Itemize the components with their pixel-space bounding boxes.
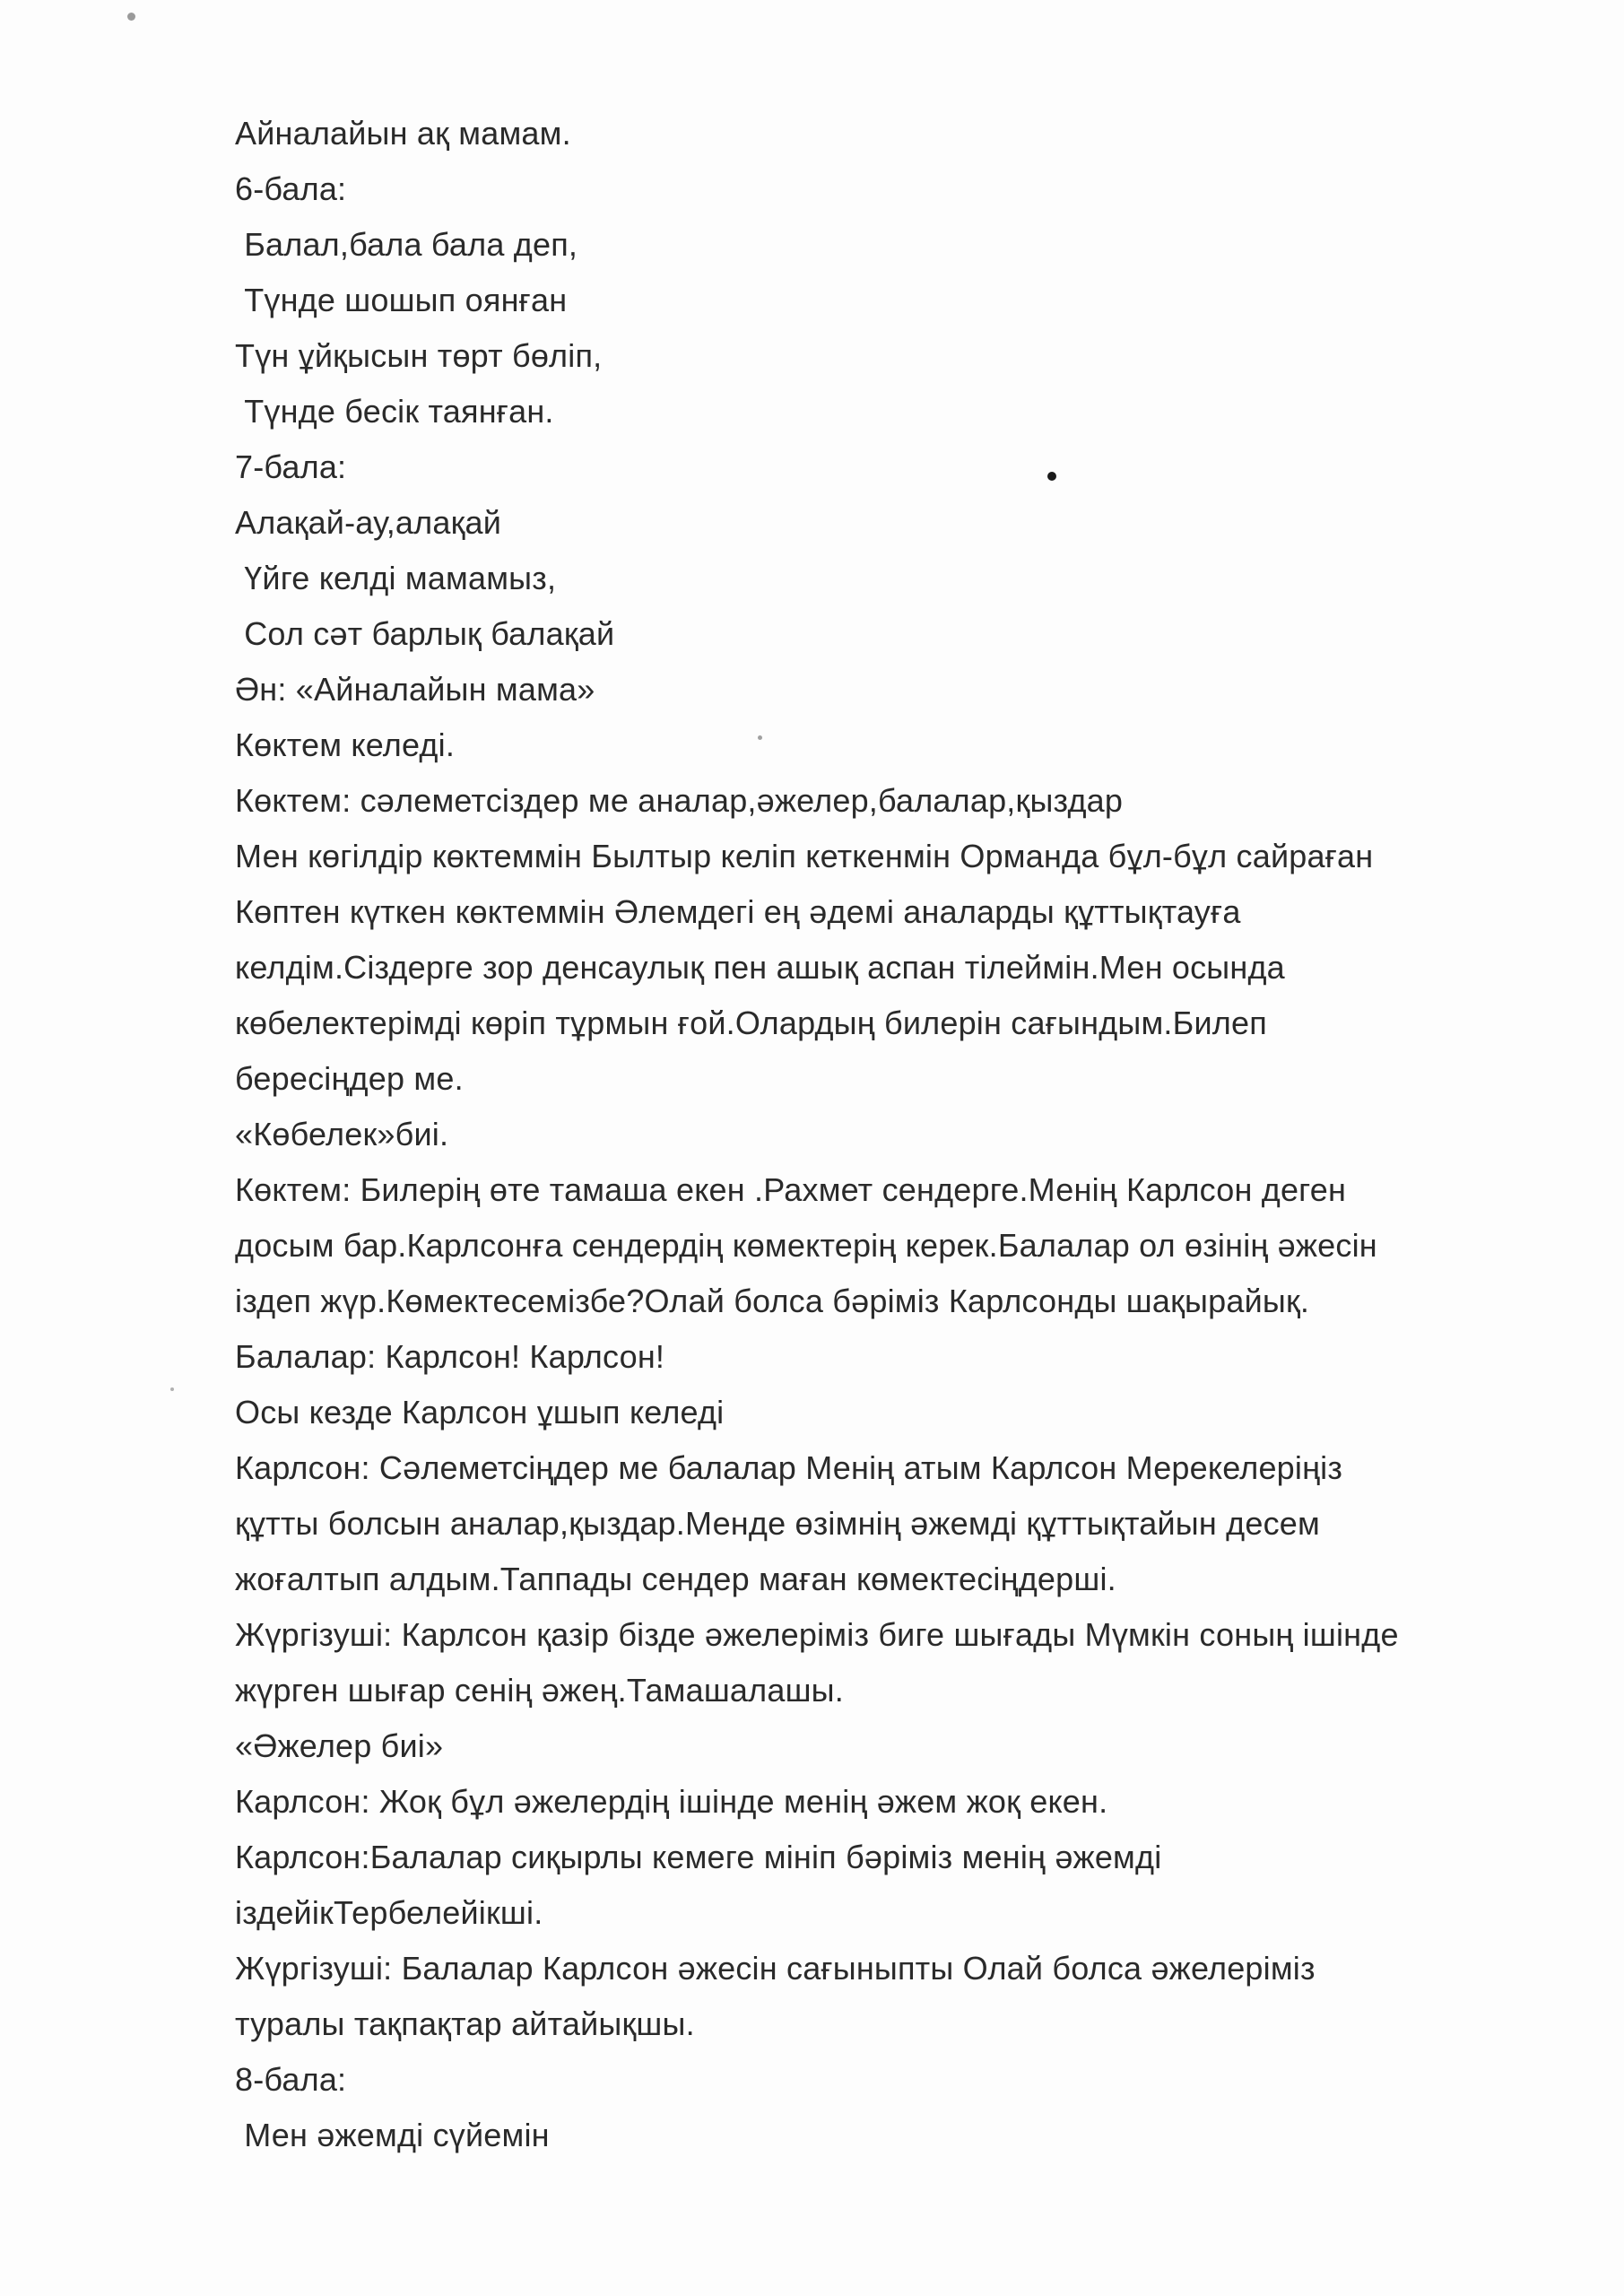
document-body [235,106,1517,2163]
text-line: Карлсон:Балалар сиқырлы кемеге мініп бәріміз менің әжемді [235,1839,1162,1875]
text-line: Үйге келді мамамыз, [235,560,557,596]
text-line: көбелектерімді көріп тұрмын ғой.Олардың билерін сағындым.Билеп [235,1004,1267,1041]
text-line: Мен әжемді сүйемін [235,2117,550,2153]
text-line: Көктем: сәлеметсіздер ме аналар,әжелер,балалар,қыздар [235,782,1124,819]
text-line: Көктем: Билерің өте тамаша екен .Рахмет сендерге.Менің Карлсон деген [235,1171,1347,1208]
text-line: Осы кезде Карлсон ұшып келеді [235,1394,725,1431]
text-line: Көктем келеді. [235,726,456,763]
text-line: 7-бала: [235,448,347,485]
text-line: келдім.Сіздерге зор денсаулық пен ашық аспан тілеймін.Мен осында [235,949,1285,986]
scan-speck [127,13,135,21]
text-line: Түнде бесік таянған. [235,393,554,430]
text-line: «Көбелек»биі. [235,1116,449,1152]
text-line: Мен көгілдір көктеммін Былтыр келіп кеткенмін Орманда бұл-бұл сайраған [235,838,1374,874]
text-line: Жүргізуші: Балалар Карлсон әжесін сағыныпты Олай болса әжелеріміз [235,1950,1316,1987]
text-line: жүрген шығар сенің әжең.Тамашалашы. [235,1672,844,1709]
text-line: Түнде шошып оянған [235,282,568,318]
text-line: Көптен күткен көктеммін Әлемдегі ең әдемі аналарды құттықтауға [235,893,1241,930]
text-line: Алақай-ау,алақай [235,504,502,541]
text-line: Балал,бала бала деп, [235,226,578,263]
text-line: 8-бала: [235,2061,347,2098]
text-line: досым бар.Карлсонға сендердің көмектерің керек.Балалар ол өзінің әжесін [235,1227,1377,1264]
text-line: Карлсон: Жоқ бұл әжелердің ішінде менің әжем жоқ екен. [235,1783,1108,1820]
text-line: іздеп жүр.Көмектесемізбе?Олай болса бәріміз Карлсонды шақырайық. [235,1283,1310,1319]
text-line: Сол сәт барлық балақай [235,615,615,652]
text-line: Түн ұйқысын төрт бөліп, [235,337,603,374]
text-line: Айналайын ақ мамам. [235,115,571,152]
scan-speck [170,1387,174,1391]
text-line: туралы тақпақтар айтайықшы. [235,2005,695,2042]
text-line: бересіңдер ме. [235,1060,464,1097]
text-line: іздейікТербелейікші. [235,1894,543,1931]
text-line: Жүргізуші: Карлсон қазір бізде әжелеріміз биге шығады Мүмкін соның ішінде [235,1616,1399,1653]
text-line: Ән: «Айналайын мама» [235,671,595,708]
text-line: құтты болсын аналар,қыздар.Менде өзімнің әжемді құттықтайын десем [235,1505,1320,1542]
text-line: жоғалтып алдым.Таппады сендер маған көмектесіңдерші. [235,1561,1116,1597]
text-line: «Әжелер биі» [235,1727,444,1764]
text-line: Балалар: Карлсон! Карлсон! [235,1338,665,1375]
text-line: 6-бала: [235,170,347,207]
text-line: Карлсон: Сәлеметсіңдер ме балалар Менің атым Карлсон Мерекелеріңіз [235,1449,1343,1486]
